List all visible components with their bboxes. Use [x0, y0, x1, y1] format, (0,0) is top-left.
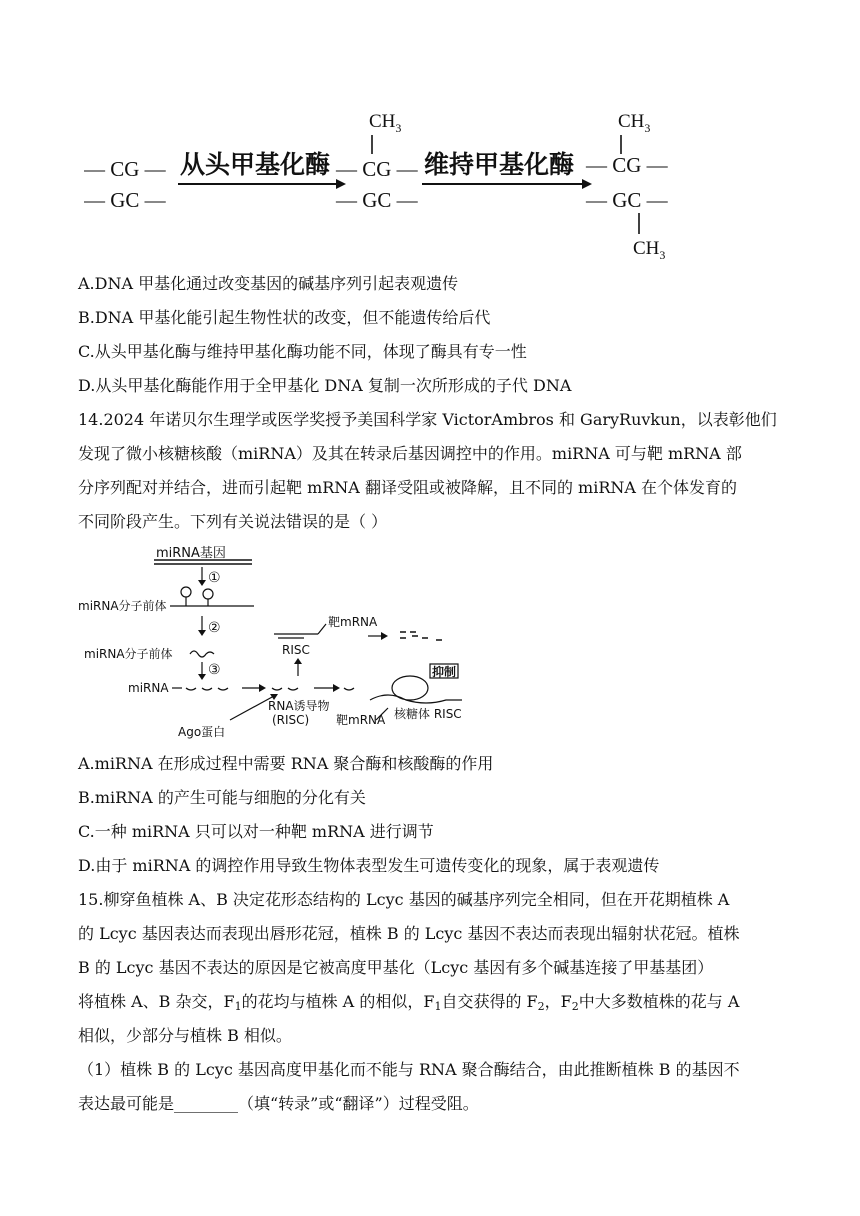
precursor1-label: miRNA分子前体: [78, 599, 167, 613]
q13-option-d: D.从头甲基化酶能作用于全甲基化 DNA 复制一次所形成的子代 DNA: [78, 376, 572, 395]
seq-top-right: — CG —: [586, 153, 668, 177]
step2-label: ②: [208, 620, 221, 636]
ribosome-shape: [392, 676, 428, 700]
target1-label: 靶mRNA: [328, 615, 378, 629]
enzyme2-label: 维持甲基化酶: [424, 150, 575, 179]
seq-top-middle: — CG —: [336, 157, 418, 181]
hairpin-loop-2: [203, 589, 213, 599]
q14-stem-line4: 不同阶段产生。下列有关说法错误的是（ ）: [78, 512, 388, 531]
mirna-diagram: [78, 540, 468, 740]
q13-option-a: A.DNA 甲基化通过改变基因的碱基序列引起表观遗传: [78, 274, 459, 293]
inhibit-label: 抑制: [432, 665, 457, 679]
mirna-gene-label: miRNA基因: [156, 546, 226, 561]
q15-line1: 15.柳穿鱼植株 A、B 决定花形态结构的 Lcyc 基因的碱基序列完全相同，但在开花期植株 A: [78, 890, 730, 909]
rna-inducer-label: RNA诱导物: [268, 699, 330, 713]
q14-option-c: C.一种 miRNA 只可以对一种靶 mRNA 进行调节: [78, 822, 434, 841]
target2-label: 靶mRNA: [336, 713, 386, 727]
q14-stem-line1: 14.2024 年诺贝尔生理学或医学奖授予美国科学家 VictorAmbros 和 GaryRuvkun，以表彰他们: [78, 410, 777, 429]
ago-label: Ago蛋白: [178, 725, 226, 739]
precursor2-label: miRNA分子前体: [84, 647, 173, 661]
precursor2-strand: [190, 651, 214, 657]
mirna-label: miRNA: [128, 681, 169, 695]
ribosome-risc-label: 核糖体 RISC: [394, 707, 462, 721]
step3-label: ③: [208, 662, 221, 678]
q13-option-b: B.DNA 甲基化能引起生物性状的改变，但不能遗传给后代: [78, 308, 491, 327]
methylation-diagram: [84, 100, 684, 270]
seq-bottom-left: — GC —: [84, 188, 166, 212]
seq-top-left: — CG —: [84, 157, 166, 181]
q13-option-c: C.从头甲基化酶与维持甲基化酶功能不同，体现了酶具有专一性: [78, 342, 527, 361]
seq-bottom-middle: — GC —: [336, 188, 418, 212]
methyl-top-right: $CH_3$: [618, 111, 651, 135]
enzyme1-label: 从头甲基化酶: [180, 150, 331, 179]
degraded-fragments: [400, 632, 442, 640]
q15-subq1-line1: （1）植株 B 的 Lcyc 基因高度甲基化而不能与 RNA 聚合酶结合，由此推断植株 B 的基因不: [78, 1060, 740, 1079]
q14-stem-line2: 发现了微小核糖核酸（miRNA）及其在转录后基因调控中的作用。miRNA 可与靶 mRNA 部: [78, 444, 742, 463]
hairpin-loop-1: [181, 587, 191, 597]
risc1-label: RISC: [282, 643, 310, 657]
q15-subq1-line2: 表达最可能是________（填“转录”或“翻译”）过程受阻。: [78, 1094, 479, 1113]
q14-option-d: D.由于 miRNA 的调控作用导致生物体表型发生可遗传变化的现象，属于表观遗传: [78, 856, 660, 875]
mirna-strands: [186, 688, 228, 690]
q15-line3: B 的 Lcyc 基因不表达的原因是它被高度甲基化（Lcyc 基因有多个碱基连接了甲基基团）: [78, 958, 714, 977]
methyl-top-middle: $CH_3$: [369, 111, 402, 135]
methyl-bottom-right: $CH_3$: [633, 238, 666, 262]
q15-line5: 相似，少部分与植株 B 相似。: [78, 1026, 292, 1045]
q14-option-a: A.miRNA 在形成过程中需要 RNA 聚合酶和核酸酶的作用: [78, 754, 494, 773]
seq-bottom-right: — GC —: [586, 188, 668, 212]
step1-label: ①: [208, 570, 221, 586]
q15-line4: 将植株 A、B 杂交，$F_1$的花均与植株 A 的相似，$F_1$自交获得的 $F_2$，$F_2$中大多数植株的花与 A: [78, 992, 740, 1013]
q14-option-b: B.miRNA 的产生可能与细胞的分化有关: [78, 788, 366, 807]
q15-line2: 的 Lcyc 基因表达而表现出唇形花冠，植株 B 的 Lcyc 基因不表达而表现出辐射状花冠。植株: [78, 924, 740, 943]
q14-stem-line3: 分序列配对并结合，进而引起靶 mRNA 翻译受阻或被降解，且不同的 miRNA 在个体发育的: [78, 478, 738, 497]
risc-paren-label: (RISC): [272, 713, 310, 727]
